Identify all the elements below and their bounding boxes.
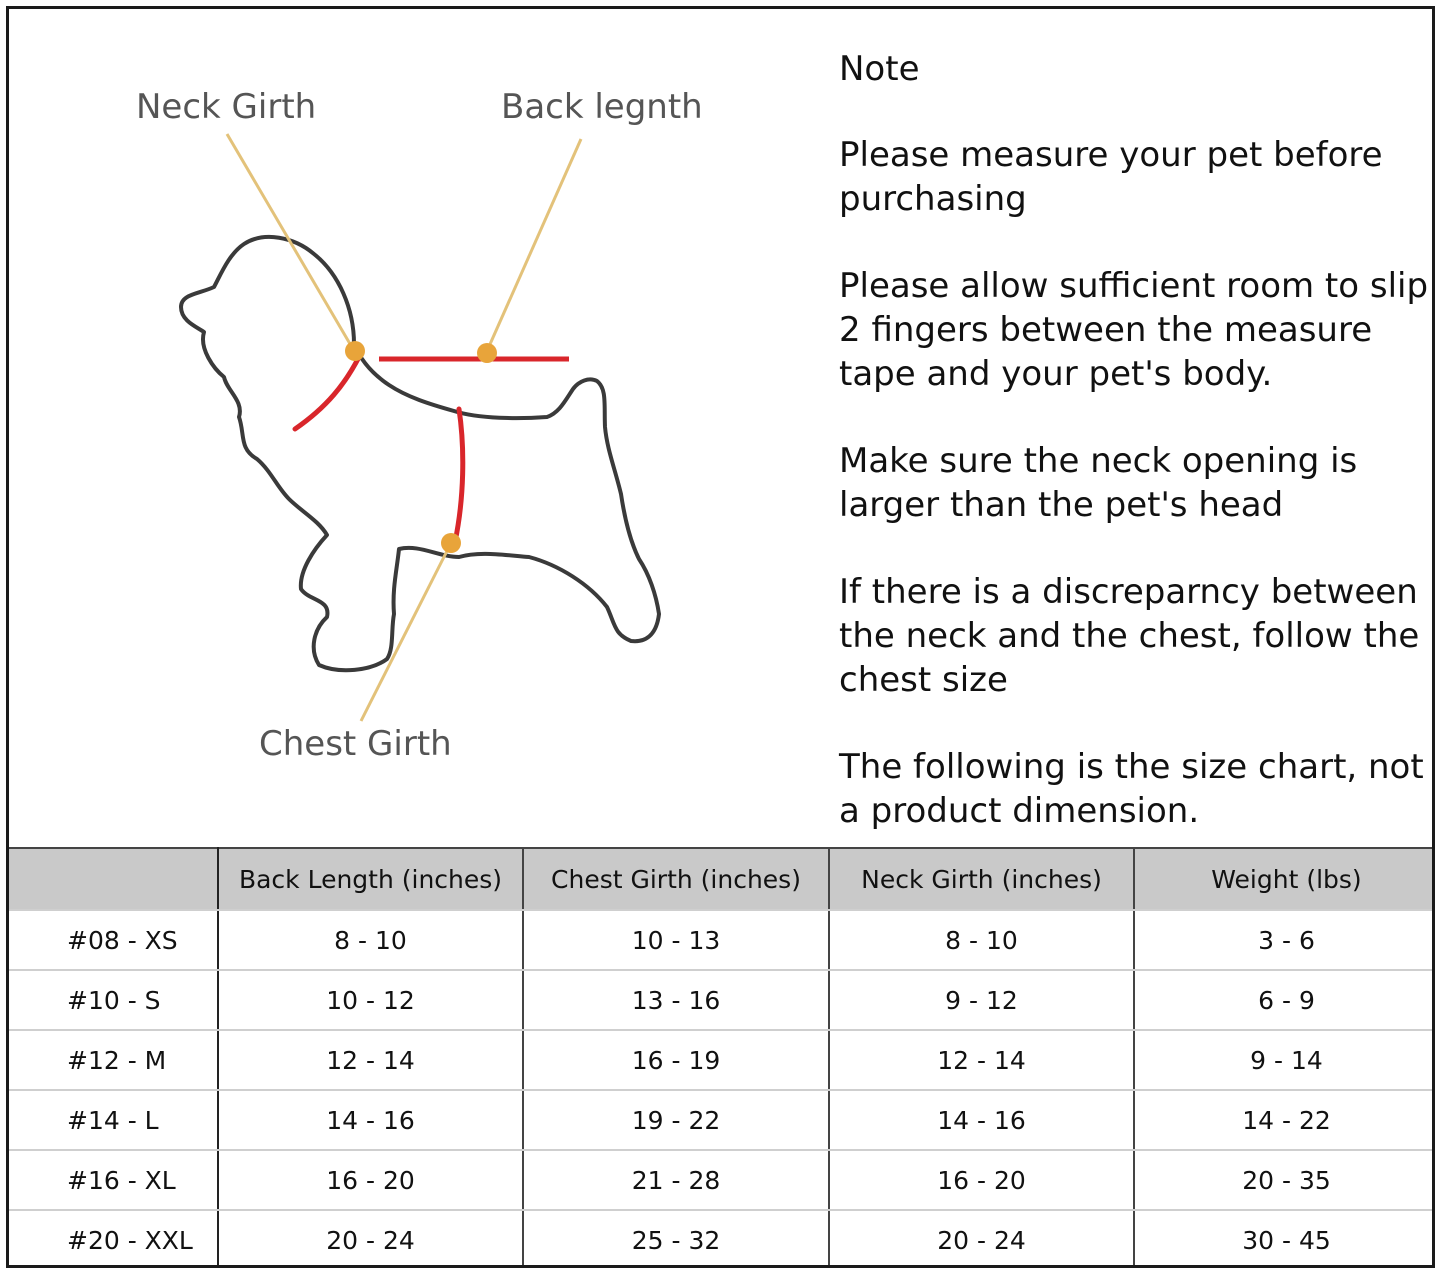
weight-cell: 20 - 35 xyxy=(1134,1150,1435,1210)
chest-girth-cell: 10 - 13 xyxy=(523,910,829,970)
weight-cell: 6 - 9 xyxy=(1134,970,1435,1030)
note-paragraph: If there is a discreparncy between the neck and the chest, follow the chest size xyxy=(839,572,1420,700)
neck-girth-cell: 12 - 14 xyxy=(829,1030,1134,1090)
back-length-cell: 14 - 16 xyxy=(218,1090,523,1150)
note-paragraph: The following is the size chart, not a product dimension. xyxy=(839,747,1424,831)
table-row xyxy=(9,1150,1435,1210)
size-label-cell: #20 - XXL xyxy=(9,1210,218,1268)
back-length-cell: 10 - 12 xyxy=(218,970,523,1030)
header-neck-girth: Neck Girth (inches) xyxy=(829,848,1134,910)
weight-cell: 9 - 14 xyxy=(1134,1030,1435,1090)
weight-cell: 30 - 45 xyxy=(1134,1210,1435,1268)
neck-girth-cell: 9 - 12 xyxy=(829,970,1134,1030)
size-label-cell: #14 - L xyxy=(9,1090,218,1150)
header-size-cell xyxy=(9,848,218,910)
chest-girth-cell: 13 - 16 xyxy=(523,970,829,1030)
back-length-cell: 16 - 20 xyxy=(218,1150,523,1210)
back-length-label: Back legnth xyxy=(501,87,703,127)
dog-measurement-figure xyxy=(9,9,829,847)
chest-girth-cell: 16 - 19 xyxy=(523,1030,829,1090)
chest-girth-cell: 19 - 22 xyxy=(523,1090,829,1150)
neck-girth-label: Neck Girth xyxy=(136,87,317,127)
note-paragraph: Please measure your pet before purchasing xyxy=(839,135,1383,219)
table-row xyxy=(9,1090,1435,1150)
back-length-cell: 12 - 14 xyxy=(218,1030,523,1090)
back-pointer-line xyxy=(487,139,581,351)
chest-dot xyxy=(441,533,461,553)
header-weight: Weight (lbs) xyxy=(1134,848,1435,910)
chest-girth-cell: 25 - 32 xyxy=(523,1210,829,1268)
dog-diagram xyxy=(9,9,829,847)
chest-girth-cell: 21 - 28 xyxy=(523,1150,829,1210)
table-row xyxy=(9,910,1435,970)
back-length-cell: 8 - 10 xyxy=(218,910,523,970)
size-label-cell: #16 - XL xyxy=(9,1150,218,1210)
chest-girth-label: Chest Girth xyxy=(259,724,452,764)
note-paragraph: Please allow sufficient room to slip 2 fingers between the measure tape and your pet's body. xyxy=(839,266,1429,394)
back-dot xyxy=(477,343,497,363)
table-row xyxy=(9,970,1435,1030)
neck-girth-cell: 8 - 10 xyxy=(829,910,1134,970)
weight-cell: 3 - 6 xyxy=(1134,910,1435,970)
neck-dot xyxy=(345,341,365,361)
neck-girth-cell: 20 - 24 xyxy=(829,1210,1134,1268)
weight-cell: 14 - 22 xyxy=(1134,1090,1435,1150)
header-chest-girth: Chest Girth (inches) xyxy=(523,848,829,910)
size-label-cell: #10 - S xyxy=(9,970,218,1030)
neck-girth-cell: 16 - 20 xyxy=(829,1150,1134,1210)
back-length-cell: 20 - 24 xyxy=(218,1210,523,1268)
size-label-cell: #12 - M xyxy=(9,1030,218,1090)
note-paragraph: Make sure the neck opening is larger than the pet's head xyxy=(839,441,1358,525)
size-chart-frame xyxy=(6,6,1435,1268)
table-header-row xyxy=(9,848,1435,910)
neck-girth-cell: 14 - 16 xyxy=(829,1090,1134,1150)
notes-title: Note xyxy=(839,49,920,89)
table-row xyxy=(9,1210,1435,1268)
table-row xyxy=(9,1030,1435,1090)
header-back-length: Back Length (inches) xyxy=(218,848,523,910)
size-table xyxy=(9,847,1435,1268)
notes-panel xyxy=(839,47,1435,876)
size-label-cell: #08 - XS xyxy=(9,910,218,970)
